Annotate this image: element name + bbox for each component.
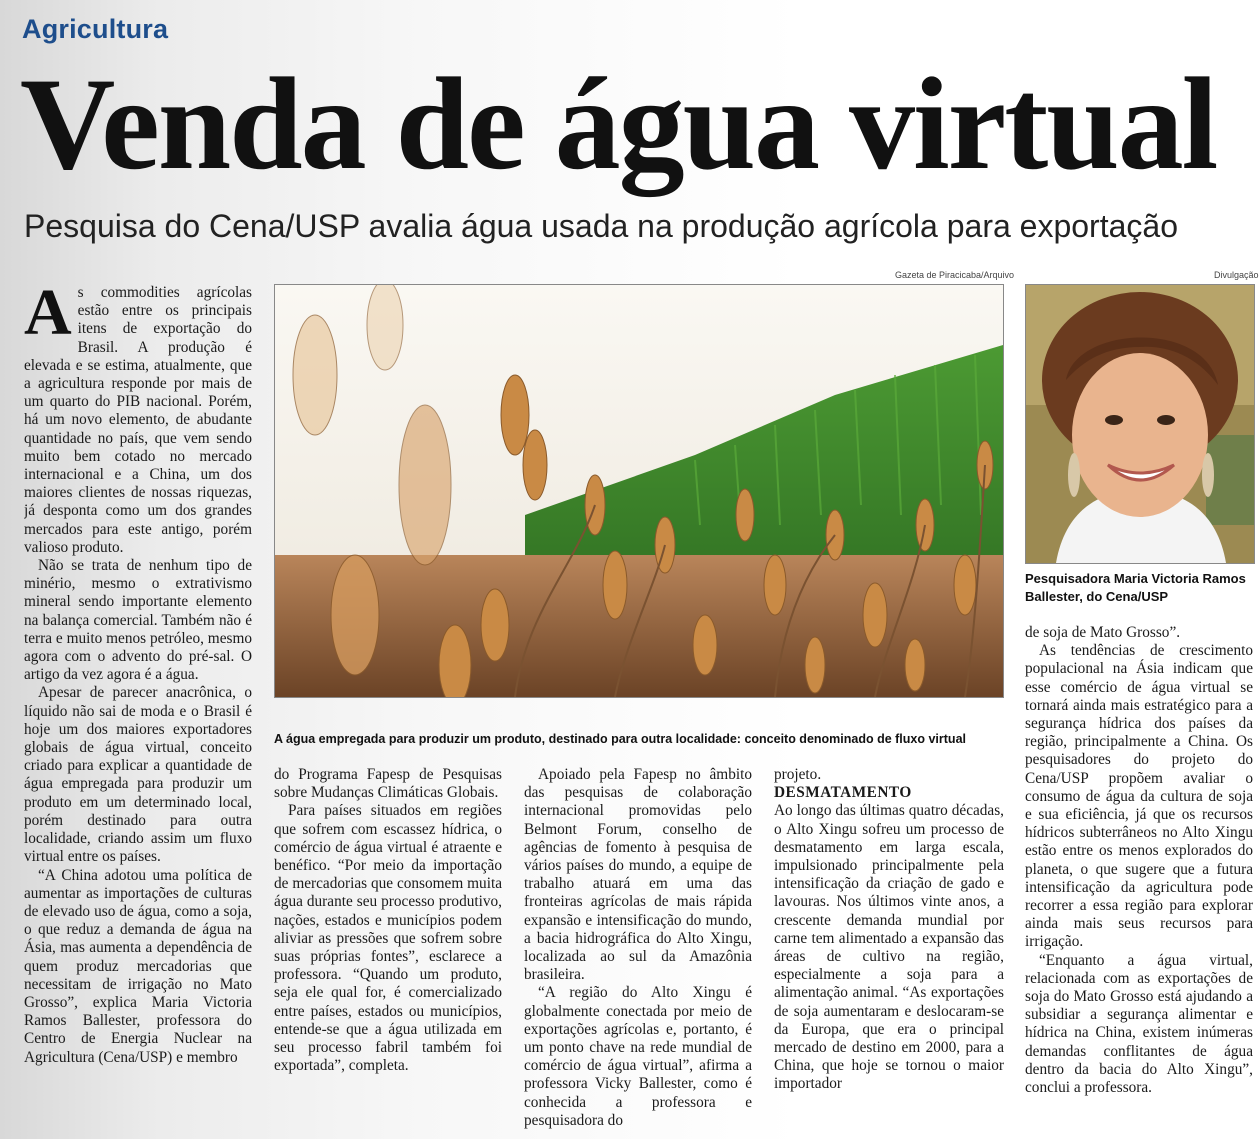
dropcap: A bbox=[24, 284, 72, 349]
soybean-field-photo bbox=[274, 284, 1004, 698]
article-column-3 bbox=[524, 766, 752, 1134]
section-subtitle: DESMATAMENTO bbox=[774, 784, 912, 802]
photo-caption: A água empregada para produzir um produto, destinado para outra localidade: conceito denominado de fluxo virtual bbox=[274, 732, 966, 746]
article-column-2 bbox=[274, 766, 502, 1134]
paragraph: s commodities agrícolas estão entre os principais itens de exportação do Brasil. A produção é elevada e se estima, atualmente, que a agricultura responde por mais de um quarto do PIB nacional. Porém, há um novo elemento, de abudante quantidade no país, que vem sendo muito bem cotado no mercado internacional e a China, um dos maiores clientes de nossas riquezas, já desponta como um dos grandes mercados para este antigo, porém valioso produto. bbox=[24, 284, 252, 556]
article-column-1 bbox=[24, 284, 252, 1134]
paragraph: do Programa Fapesp de Pesquisas sobre Mudanças Climáticas Globais. bbox=[274, 766, 502, 802]
paragraph: Não se trata de nenhum tipo de minério, mesmo o extrativismo mineral sendo importante elemento na balança comercial. Também não é terra e muito menos petróleo, mesmo agora com o advento do pré-sal. O artigo da vez agora é a água. bbox=[24, 557, 252, 684]
paragraph: Ao longo das últimas quatro décadas, o Alto Xingu sofreu um processo de desmatamento em larga escala, impulsionado principalmente pela intensificação da criação de gado e lavouras. Nos últimos vinte anos, a crescente demanda mundial por carne tem alimentado a expansão das áreas de cultivo na região, especialmente a soja para a alimentação animal. “As exportações de soja aumentaram e deslocaram-se da Europa, que era o principal mercado de destino em 2000, para a China, que hoje se tornou o maior importador bbox=[774, 802, 1004, 1093]
paragraph: Apoiado pela Fapesp no âmbito das pesquisas de colaboração internacional promovidas pelo Belmont Forum, conselho de agências de fomento à pesquisa de vários países do mundo, a equipe de trabalho atuará em uma das fronteiras agrícolas de mais rápida expansão e intensificação do mundo, a bacia hidrográfica do Alto Xingu, localizada ao sul da Amazônia brasileira. bbox=[524, 766, 752, 984]
article-column-4 bbox=[774, 766, 1004, 1134]
article-column-5 bbox=[1025, 624, 1253, 1134]
paragraph: Apesar de parecer anacrônica, o líquido não sai de moda e o Brasil é hoje um dos maiores exportadores globais de água virtual, conceito criado para explicar a quantidade de água empregada para produzir um produto em um determinado local, porém destinado para outra localidade, criando assim um fluxo virtual entre os países. bbox=[24, 684, 252, 866]
subheadline: Pesquisa do Cena/USP avalia água usada na produção agrícola para exportação bbox=[24, 208, 1178, 244]
soybean-field-illustration bbox=[275, 285, 1003, 697]
paragraph: “Enquanto a água virtual, relacionada com as exportações de soja do Mato Grosso está ajudando a subsidiar a segurança alimentar e hídrica na China, existem inúmeras demandas conflitantes de água dentro da bacia do Alto Xingu”, conclui a professora. bbox=[1025, 951, 1253, 1097]
paragraph: projeto. bbox=[774, 766, 822, 783]
paragraph: “A China adotou uma política de aumentar as importações de culturas de elevado uso de água, como a soja, o que reduz a demanda de água na Ásia, mas aumenta a dependência de quem produz mercadorias que necessitam de irrigação no Mato Grosso”, explica Maria Victoria Ramos Ballester, professora do Centro de Energia Nuclear na Agricultura (Cena/USP) e membro bbox=[24, 866, 252, 1066]
portrait-photo bbox=[1025, 284, 1255, 564]
portrait-credit: Divulgação bbox=[1214, 270, 1259, 280]
paragraph: de soja de Mato Grosso”. bbox=[1025, 624, 1181, 641]
paragraph: Para países situados em regiões que sofrem com escassez hídrica, o comércio de água virtual é atraente e benéfico. “Por meio da importação de mercadorias que consomem muita água durante seu processo produtivo, nações, estados e municípios podem aliviar as pressões que sofrem sobre suas próprias fontes”, esclarece a professora. “Quando um produto, seja ele qual for, é comercializado entre países, estados ou municípios, entende-se que a água utilizada em seu processo fabril também foi exportada”, completa. bbox=[274, 802, 502, 1075]
section-label: Agricultura bbox=[22, 14, 169, 44]
portrait-caption: Pesquisadora Maria Victoria Ramos Ballester, do Cena/USP bbox=[1025, 571, 1246, 604]
paragraph: As tendências de crescimento populacional na Ásia indicam que esse comércio de água virtual se tornará ainda mais estratégico para a segurança hídrica dos países da região, principalmente a China. Os pesquisadores do projeto do Cena/USP propõem avaliar o consumo de água da cultura de soja e sua eficiência, já que os recursos hídricos subterrâneos no Alto Xingu estão entre os menos explorados do planeta, o que sugere que a futura intensificação da agricultura pode recorrer a essa região para explorar ainda mais seus recursos para irrigação. bbox=[1025, 642, 1253, 951]
photo-credit: Gazeta de Piracicaba/Arquivo bbox=[895, 270, 1015, 280]
headline: Venda de água virtual bbox=[20, 50, 1217, 197]
paragraph: “A região do Alto Xingu é globalmente conectada por meio de exportações agrícolas e, portanto, é um ponto chave na rede mundial de comércio de água virtual”, afirma a professora Vicky Ballester, como é conhecida a professora e pesquisadora do bbox=[524, 984, 752, 1129]
portrait-illustration bbox=[1026, 285, 1254, 563]
